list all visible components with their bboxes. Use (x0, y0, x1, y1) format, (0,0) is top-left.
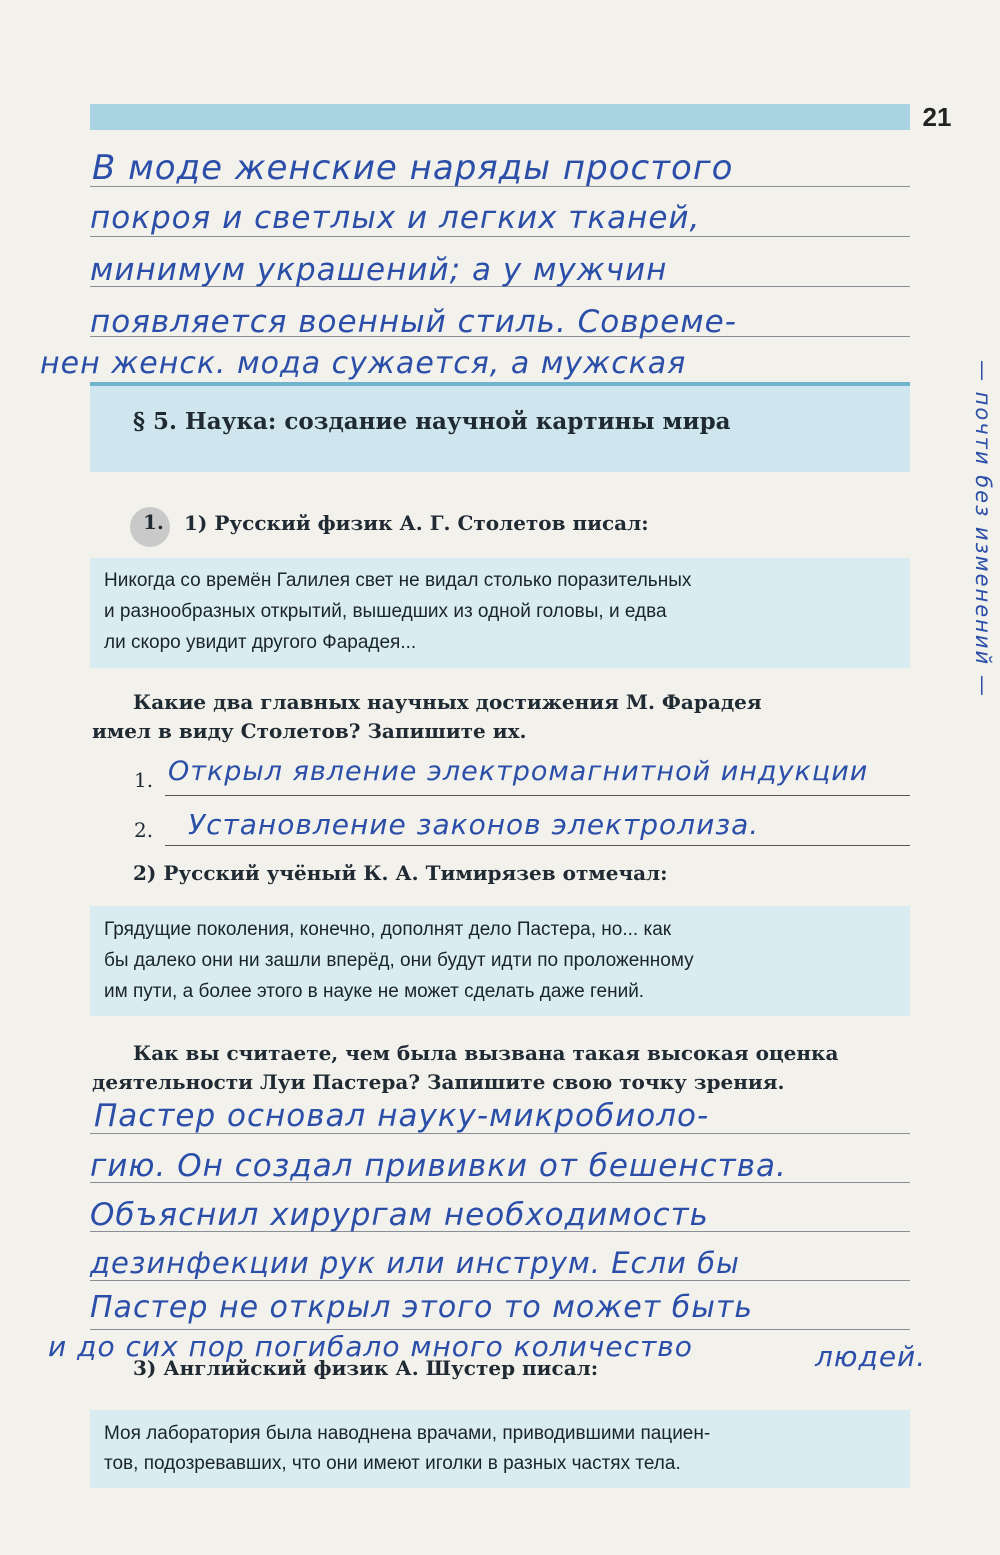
handwritten-answer: Пастер основал науку-микробиоло- (94, 1098, 710, 1134)
question1-line: Какие два главных научных достижения М. Фарадея (133, 690, 762, 714)
handwritten-answer: людей. (815, 1340, 927, 1373)
handwritten-line: покроя и светлых и легких тканей, (90, 200, 701, 236)
quote-line: Грядущие поколения, конечно, дополнят дело Пастера, но... как (104, 919, 672, 940)
page-number: 21 (912, 100, 962, 134)
section-divider (90, 382, 910, 386)
handwritten-answer: Пастер не открыл этого то может быть (90, 1290, 754, 1325)
handwritten-line: нен женск. мода сужается, а мужская (40, 346, 687, 381)
handwritten-answer: Установление законов электролиза. (188, 808, 760, 841)
ruled-line (90, 236, 910, 237)
task-number: 1. (143, 510, 164, 534)
header-band (90, 104, 910, 130)
answer-number: 1. (134, 768, 154, 792)
question1-line: имел в виду Столетов? Запишите их. (92, 719, 527, 743)
handwritten-line: появляется военный стиль. Совреме- (90, 304, 737, 340)
handwritten-answer: Открыл явление электромагнитной индукции (168, 756, 869, 787)
handwritten-line: минимум украшений; а у мужчин (90, 252, 668, 288)
quote-line: Моя лаборатория была наводнена врачами, приводившими пациен- (104, 1423, 711, 1444)
handwritten-answer: и до сих пор погибало много количество (48, 1330, 693, 1363)
question2-line: деятельности Луи Пастера? Запишите свою точку зрения. (92, 1070, 785, 1094)
handwritten-answer: гию. Он создал прививки от бешенства. (90, 1148, 787, 1184)
handwritten-answer: Объяснил хирургам необходимость (90, 1197, 709, 1233)
part2-header: 2) Русский учёный К. А. Тимирязев отмечал: (133, 861, 668, 885)
handwritten-answer: дезинфекции рук или инструм. Если бы (90, 1246, 740, 1280)
part3-header: 3) Английский физик А. Шустер писал: (133, 1356, 599, 1380)
part1-header: 1) Русский физик А. Г. Столетов писал: (184, 511, 649, 535)
margin-handwriting: — почти без изменений — (971, 360, 995, 698)
answer-line (165, 845, 910, 846)
quote-line: им пути, а более этого в науке не может сделать даже гений. (104, 981, 645, 1002)
quote-line: тов, подозревавших, что они имеют иголки в разных частях тела. (104, 1453, 681, 1474)
handwritten-line: В моде женские наряды простого (92, 148, 734, 188)
quote-box-3 (90, 1410, 910, 1488)
quote-line: и разнообразных открытий, вышедших из одной головы, и едва (104, 601, 667, 622)
answer-line (165, 795, 910, 796)
ruled-line (90, 1280, 910, 1281)
question2-line: Как вы считаете, чем была вызвана такая высокая оценка (133, 1041, 839, 1065)
quote-line: ли скоро увидит другого Фарадея... (104, 632, 417, 653)
quote-line: Никогда со времён Галилея свет не видал столько поразительных (104, 570, 692, 591)
quote-line: бы далеко они ни зашли вперёд, они будут идти по проложенному (104, 950, 694, 971)
answer-number: 2. (134, 818, 154, 842)
section-title: § 5. Наука: создание научной картины мира (133, 408, 731, 435)
